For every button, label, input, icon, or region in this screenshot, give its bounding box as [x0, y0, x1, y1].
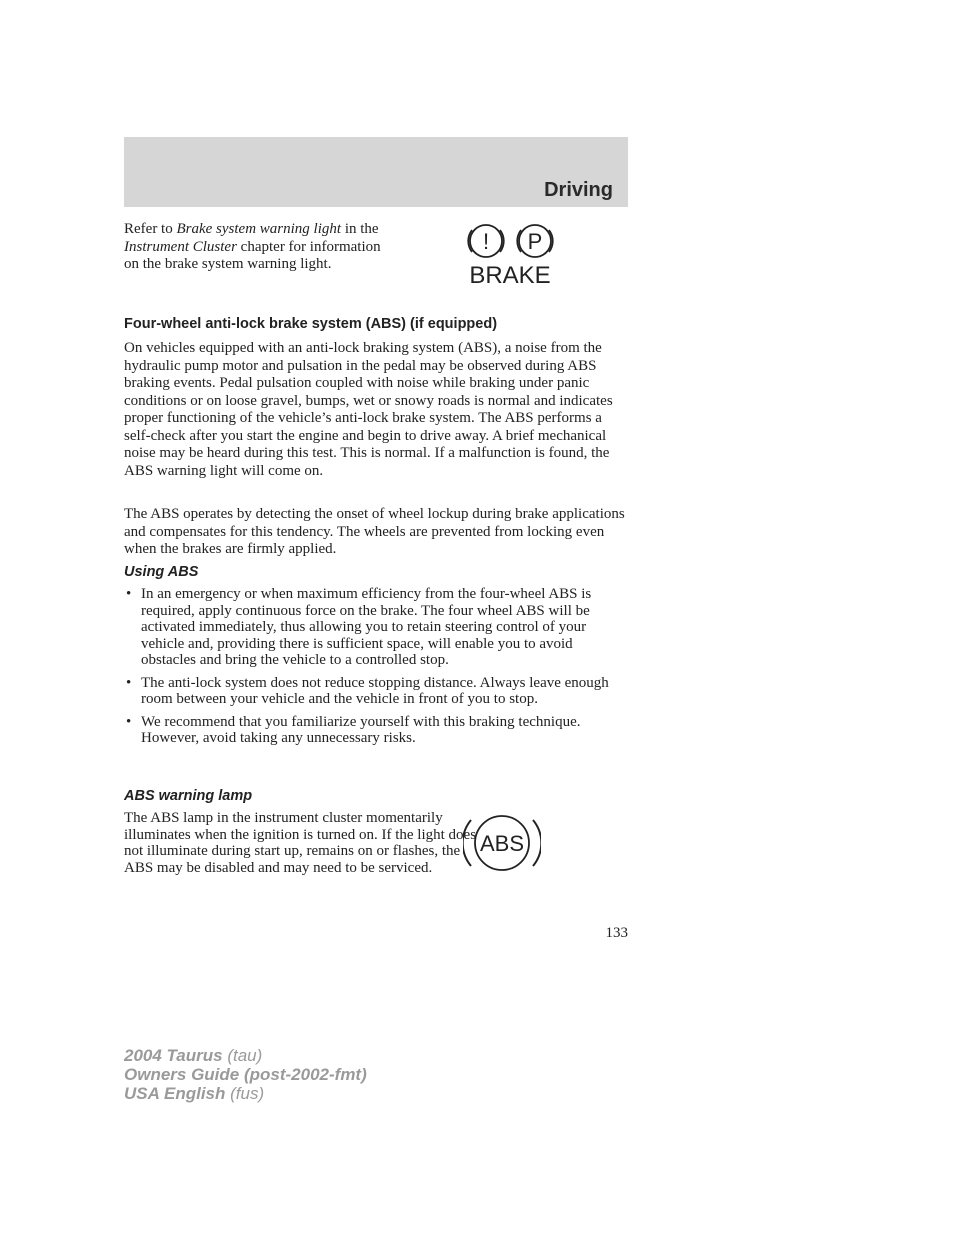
abs-heading: Four-wheel anti-lock brake system (ABS) (if equipped) — [124, 316, 498, 332]
abs-icon-label: ABS — [479, 831, 525, 856]
abs-warning-icon — [463, 812, 541, 874]
intro-italic-ref: Brake system warning light — [176, 221, 342, 237]
intro-text: Refer to — [124, 221, 177, 237]
intro-text: chapter for information on the brake system warning light. — [124, 238, 381, 272]
brake-warning-icon — [462, 223, 558, 289]
list-item: • The anti-lock system does not reduce stopping distance. Always leave enough room between your vehicle and the vehicle in front of you to stop. — [124, 675, 628, 708]
intro-italic-chapter: Instrument Cluster — [124, 238, 237, 255]
using-abs-list — [124, 586, 628, 753]
footer-language: USA English — [124, 1084, 226, 1103]
footer-model: 2004 Taurus — [124, 1046, 223, 1065]
abs-paragraph-2: The ABS operates by detecting the onset of wheel lockup during brake applications and compensates for this tendency. The wheels are prevented from locking even when the brakes are firmly applied. — [124, 506, 625, 557]
abs-lamp-heading: ABS warning lamp — [124, 788, 253, 804]
brake-icon-exclamation: ! — [482, 229, 490, 254]
footer-model-code: (tau) — [222, 1046, 263, 1065]
intro-text: in the — [341, 221, 379, 237]
intro-paragraph — [124, 221, 384, 274]
using-abs-heading: Using ABS — [124, 564, 199, 580]
list-item: • We recommend that you familiarize yourself with this braking technique. However, avoid taking any unnecessary risks. — [124, 714, 628, 747]
brake-icon-label: BRAKE — [469, 262, 551, 289]
brake-icon-p: P — [527, 229, 543, 254]
footer-language-code: (fus) — [225, 1084, 265, 1103]
section-header-band — [124, 137, 628, 207]
document-footer — [124, 1046, 367, 1103]
section-title: Driving — [544, 179, 613, 201]
page-number: 133 — [605, 925, 628, 941]
abs-lamp-paragraph: The ABS lamp in the instrument cluster momentarily illuminates when the ignition is turned on. If the light does not illuminate during start up, remains on or flashes, the ABS may be disabled and may need to be serviced. — [124, 810, 477, 876]
abs-paragraph-1: On vehicles equipped with an anti-lock braking system (ABS), a noise from the hydraulic pump motor and pulsation in the pedal may be observed during ABS braking events. Pedal pulsation coupled with noise while braking under panic conditions or on loose gravel, bumps, wet or snowy roads is normal and indicates proper functioning of the vehicle’s anti-lock brake system. The ABS performs a self-check after you start the engine and begin to drive away. A brief mechanical noise may be heard during this test. This is normal. If a malfunction is found, the ABS warning light will come on. — [124, 340, 613, 479]
list-item: • In an emergency or when maximum efficiency from the four-wheel ABS is required, apply continuous force on the brake. The four wheel ABS will be activated immediately, thus allowing you to retain steering control of your vehicle and, providing there is sufficient space, will enable you to avoid obstacles and bring the vehicle to a controlled stop. — [124, 586, 628, 669]
footer-guide: Owners Guide (post-2002-fmt) — [124, 1065, 367, 1084]
